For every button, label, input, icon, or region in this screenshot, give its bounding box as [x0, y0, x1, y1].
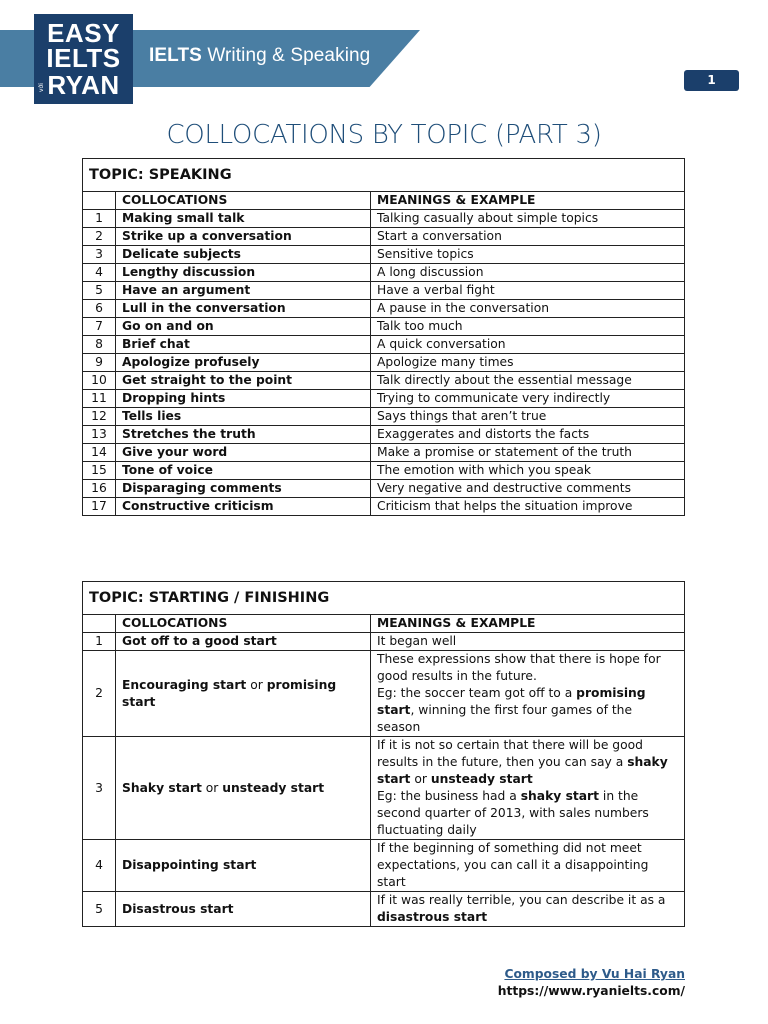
collocation-connector: or — [201, 780, 223, 795]
meaning-cell: Very negative and destructive comments — [371, 480, 685, 498]
meaning-text: If it is not so certain that there will be good results in the future, then you can say a — [377, 738, 643, 769]
meaning-bold: promising start — [377, 686, 646, 717]
meaning-cell: If the beginning of something did not meet expectations, you can call it a disappointing start — [371, 840, 685, 892]
table-row — [83, 390, 685, 408]
collocation-cell: Go on and on — [116, 318, 371, 336]
row-number: 1 — [83, 210, 116, 228]
collocation-connector: or — [246, 677, 267, 692]
collocation-cell: Strike up a conversation — [116, 228, 371, 246]
table-row — [83, 444, 685, 462]
footer-author: Composed by Vu Hai Ryan — [504, 967, 685, 981]
row-number: 8 — [83, 336, 116, 354]
table-row — [83, 892, 685, 927]
meaning-cell: The emotion with which you speak — [371, 462, 685, 480]
row-number: 10 — [83, 372, 116, 390]
banner-title-rest: Writing & Speaking — [201, 45, 371, 66]
column-header-collocations: COLLOCATIONS — [116, 192, 371, 210]
collocation-cell: Tone of voice — [116, 462, 371, 480]
collocation-bold: Shaky start — [122, 780, 202, 795]
collocation-cell: Apologize profusely — [116, 354, 371, 372]
row-number: 5 — [83, 282, 116, 300]
meaning-text: or — [410, 772, 431, 786]
row-number: 2 — [83, 228, 116, 246]
row-number: 1 — [83, 633, 116, 651]
column-header-meanings: MEANINGS & EXAMPLE — [371, 192, 685, 210]
meaning-example: , winning the first four games of the season — [377, 703, 633, 734]
meaning-cell: A long discussion — [371, 264, 685, 282]
meaning-cell — [371, 892, 685, 927]
header-number-cell — [83, 192, 116, 210]
row-number: 9 — [83, 354, 116, 372]
meaning-example: in the second quarter of 2013, with sales numbers fluctuating daily — [377, 789, 649, 837]
logo-line-2: IELTS — [46, 43, 121, 73]
table-row — [83, 480, 685, 498]
collocation-cell: Lull in the conversation — [116, 300, 371, 318]
collocation-cell: Delicate subjects — [116, 246, 371, 264]
collocation-cell: Making small talk — [116, 210, 371, 228]
meaning-bold: unsteady start — [430, 772, 533, 786]
table-row — [83, 246, 685, 264]
meaning-example: Eg: the business had a — [377, 789, 521, 803]
speaking-table — [82, 158, 685, 516]
table-row — [83, 318, 685, 336]
table-topic: TOPIC: STARTING / FINISHING — [83, 582, 685, 615]
table-row — [83, 737, 685, 840]
collocation-bold: promising start — [122, 677, 337, 709]
header-number-cell — [83, 615, 116, 633]
banner-title — [149, 45, 370, 67]
row-number: 16 — [83, 480, 116, 498]
row-number: 5 — [83, 892, 116, 927]
logo-small-text: với — [38, 83, 45, 92]
row-number: 6 — [83, 300, 116, 318]
row-number: 2 — [83, 651, 116, 737]
table-row — [83, 210, 685, 228]
logo — [34, 14, 133, 104]
meaning-cell: Have a verbal fight — [371, 282, 685, 300]
meaning-bold: shaky start — [377, 755, 668, 786]
page-number-badge: 1 — [684, 70, 739, 91]
collocation-cell: Brief chat — [116, 336, 371, 354]
collocation-cell: Dropping hints — [116, 390, 371, 408]
collocation-cell: Disappointing start — [116, 840, 371, 892]
meaning-cell: Sensitive topics — [371, 246, 685, 264]
row-number: 3 — [83, 737, 116, 840]
meaning-bold: disastrous start — [377, 910, 488, 924]
collocation-cell: Disparaging comments — [116, 480, 371, 498]
table-row — [83, 336, 685, 354]
meaning-cell — [371, 737, 685, 840]
meaning-text: If it was really terrible, you can describe it as a — [377, 893, 666, 907]
row-number: 14 — [83, 444, 116, 462]
logo-line-1: EASY — [47, 18, 120, 48]
table-row — [83, 372, 685, 390]
table-row — [83, 426, 685, 444]
meaning-bold: shaky start — [520, 789, 600, 803]
table-row — [83, 651, 685, 737]
table-row — [83, 633, 685, 651]
meaning-cell: Talking casually about simple topics — [371, 210, 685, 228]
row-number: 15 — [83, 462, 116, 480]
footer-url: https://www.ryanielts.com/ — [497, 984, 685, 998]
table-row — [83, 354, 685, 372]
collocation-cell: Constructive criticism — [116, 498, 371, 516]
meaning-cell: Trying to communicate very indirectly — [371, 390, 685, 408]
meaning-cell: Says things that aren’t true — [371, 408, 685, 426]
meaning-text: These expressions show that there is hope for good results in the future. — [377, 652, 661, 683]
collocation-cell: Got off to a good start — [116, 633, 371, 651]
meaning-cell: Exaggerates and distorts the facts — [371, 426, 685, 444]
row-number: 13 — [83, 426, 116, 444]
table-row — [83, 282, 685, 300]
table-row — [83, 228, 685, 246]
collocation-cell — [116, 651, 371, 737]
table-topic: TOPIC: SPEAKING — [83, 159, 685, 192]
meaning-cell: A pause in the conversation — [371, 300, 685, 318]
meaning-cell: Criticism that helps the situation improve — [371, 498, 685, 516]
row-number: 3 — [83, 246, 116, 264]
meaning-cell: Talk directly about the essential message — [371, 372, 685, 390]
banner-title-bold: IELTS — [149, 45, 202, 66]
row-number: 4 — [83, 264, 116, 282]
meaning-cell: Start a conversation — [371, 228, 685, 246]
table-row — [83, 840, 685, 892]
meaning-cell: Talk too much — [371, 318, 685, 336]
table-row — [83, 264, 685, 282]
meaning-cell — [371, 651, 685, 737]
row-number: 7 — [83, 318, 116, 336]
collocation-cell — [116, 737, 371, 840]
speaking-rows — [83, 210, 685, 516]
table-row — [83, 408, 685, 426]
collocation-cell: Give your word — [116, 444, 371, 462]
meaning-cell: Make a promise or statement of the truth — [371, 444, 685, 462]
page-title: COLLOCATIONS BY TOPIC (PART 3) — [166, 120, 602, 150]
meaning-cell: Apologize many times — [371, 354, 685, 372]
row-number: 11 — [83, 390, 116, 408]
collocation-cell: Stretches the truth — [116, 426, 371, 444]
meaning-example: Eg: the soccer team got off to a — [377, 686, 577, 700]
column-header-collocations: COLLOCATIONS — [116, 615, 371, 633]
collocation-cell: Disastrous start — [116, 892, 371, 927]
collocation-bold: Encouraging start — [122, 677, 247, 692]
collocation-cell: Have an argument — [116, 282, 371, 300]
meaning-cell: It began well — [371, 633, 685, 651]
column-header-meanings: MEANINGS & EXAMPLE — [371, 615, 685, 633]
meaning-cell: A quick conversation — [371, 336, 685, 354]
table-row — [83, 300, 685, 318]
collocation-cell: Lengthy discussion — [116, 264, 371, 282]
table-row — [83, 462, 685, 480]
logo-line-3: RYAN — [47, 70, 120, 100]
collocation-cell: Get straight to the point — [116, 372, 371, 390]
collocation-bold: unsteady start — [222, 780, 325, 795]
starting-table — [82, 581, 685, 927]
row-number: 17 — [83, 498, 116, 516]
row-number: 12 — [83, 408, 116, 426]
table-row — [83, 498, 685, 516]
collocation-cell: Tells lies — [116, 408, 371, 426]
row-number: 4 — [83, 840, 116, 892]
